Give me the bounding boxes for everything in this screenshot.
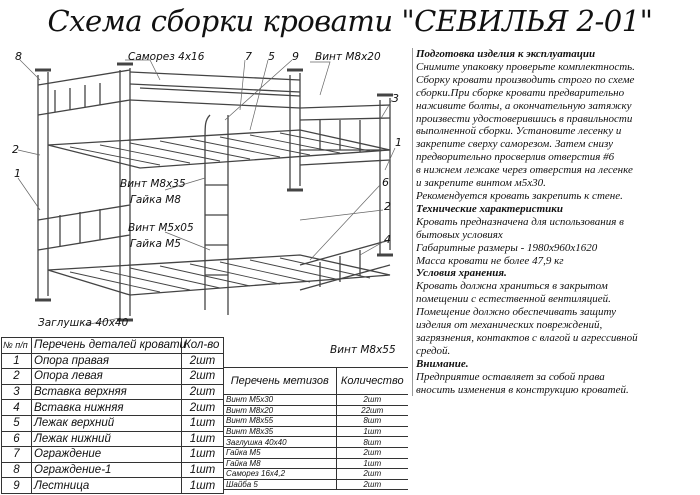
hardware-name: Винт M5x30 [224, 395, 336, 406]
hardware-name: Винт M8x55 [224, 416, 336, 427]
parts-row [2, 415, 224, 431]
col-number: № п/п [2, 338, 32, 354]
col-hardware-name: Перечень метизов [224, 368, 336, 395]
parts-row [2, 384, 224, 400]
parts-row [2, 353, 224, 369]
col-quantity: Кол-во [182, 338, 224, 354]
instructions-panel [412, 48, 700, 396]
prep-heading: Подготовка изделия к эксплуатации [416, 48, 596, 60]
hardware-quantity: 1шт [336, 426, 408, 437]
hardware-row [224, 469, 408, 480]
part-quantity: 1шт [182, 447, 224, 463]
part-number: 4 [2, 400, 32, 416]
part-name: Вставка верхняя [32, 384, 182, 400]
info-line: в нижнем лежаке через отверстия на лесенке [416, 164, 633, 177]
footboard-lower-left [38, 205, 130, 250]
part-quantity: 1шт [182, 462, 224, 478]
hardware-quantity: 1шт [336, 458, 408, 469]
callout-1-right: 1 [395, 136, 402, 149]
parts-row [2, 369, 224, 385]
hardware-row [224, 458, 408, 469]
parts-row [2, 400, 224, 416]
info-line: Рекомендуется кровать закрепить к стене. [416, 189, 623, 202]
info-line: и закрепите винтом м5х30. [416, 177, 546, 190]
part-quantity: 2шт [182, 400, 224, 416]
fence [130, 72, 300, 108]
headboard-top-left [38, 70, 130, 115]
part-number: 3 [2, 384, 32, 400]
hardware-quantity: 2шт [336, 469, 408, 480]
info-line: изделия от механических повреждений, [416, 319, 603, 332]
callout-3: 3 [392, 92, 399, 105]
info-line: Кровать должна храниться в закрытом [416, 280, 608, 293]
parts-table [1, 337, 224, 494]
hardware-name: Шайба 5 [224, 479, 336, 490]
parts-row [2, 431, 224, 447]
info-line: Предприятие оставляет за собой права [416, 370, 605, 383]
callout-vint-m5x05: Винт M5x05 [128, 222, 194, 234]
info-line: предворительно просверлив отверстия #6 [416, 151, 615, 164]
callout-6: 6 [382, 176, 389, 189]
callout-vint-m8x20: Винт M8x20 [315, 51, 381, 63]
hardware-quantity: 2шт [336, 479, 408, 490]
parts-row [2, 462, 224, 478]
info-line: Помещение должно обеспечивать защиту [416, 306, 617, 319]
hardware-name: Гайка M5 [224, 447, 336, 458]
info-line: помещении с естественной вентиляцией. [416, 293, 611, 306]
info-line: Масса кровати не более 47,9 кг [416, 254, 564, 267]
hardware-quantity: 8шт [336, 416, 408, 427]
col-part-name: Перечень деталей кровати [32, 338, 182, 354]
callout-zaglushka: Заглушка 40x40 [38, 317, 129, 329]
leader-lines [18, 60, 395, 340]
upper-slats [70, 133, 370, 165]
part-name: Вставка нижняя [32, 400, 182, 416]
info-line: средой. [416, 344, 451, 357]
callout-vint-m8x55: Винт M8x55 [330, 344, 396, 356]
part-number: 5 [2, 415, 32, 431]
part-name: Лестница [32, 478, 182, 494]
info-line: бытовых условиях [416, 228, 503, 241]
part-number: 1 [2, 353, 32, 369]
info-line: наживите болты, а окончательную затяжку [416, 99, 632, 112]
info-line: выполненной сборки. Установите лесенку и [416, 125, 622, 138]
hardware-row [224, 447, 408, 458]
hardware-name: Саморез 16x4,2 [224, 469, 336, 480]
part-quantity: 2шт [182, 369, 224, 385]
prep-text [413, 61, 700, 203]
info-line: вносить изменения в конструкцию кроватей. [416, 383, 629, 396]
hardware-quantity: 2шт [336, 395, 408, 406]
part-number: 9 [2, 478, 32, 494]
hardware-quantity: 2шт [336, 447, 408, 458]
callout-2-right: 2 [384, 200, 391, 213]
info-line: Снимите упаковку проверьте комплектность. [416, 60, 635, 73]
part-quantity: 1шт [182, 478, 224, 494]
callout-4: 4 [384, 233, 391, 246]
hardware-row [224, 416, 408, 427]
part-quantity: 2шт [182, 384, 224, 400]
part-quantity: 1шт [182, 415, 224, 431]
info-line: произвести удостоверившись в правильности [416, 112, 633, 125]
parts-row [2, 478, 224, 494]
info-line: Кровать предназначена для использования в [416, 215, 624, 228]
hardware-quantity: 8шт [336, 437, 408, 448]
hardware-name: Винт M8x35 [224, 426, 336, 437]
callout-7: 7 [245, 50, 252, 63]
attention-text [413, 371, 700, 397]
hardware-table [224, 367, 408, 490]
hardware-row [224, 405, 408, 416]
hardware-name: Винт M8x20 [224, 405, 336, 416]
part-quantity: 1шт [182, 431, 224, 447]
hardware-quantity: 22шт [336, 405, 408, 416]
info-line: закрепите сверху саморезом. Затем снизу [416, 138, 614, 151]
parts-row [2, 447, 224, 463]
page-title: Схема сборки кровати "СЕВИЛЬЯ 2-01" [47, 4, 653, 38]
hardware-name: Гайка M8 [224, 458, 336, 469]
hardware-row [224, 395, 408, 406]
callout-8: 8 [15, 50, 22, 63]
part-number: 7 [2, 447, 32, 463]
end-caps [35, 64, 393, 320]
callout-gaika-m8: Гайка M8 [130, 194, 181, 206]
part-number: 2 [2, 369, 32, 385]
info-line: сборки.При сборке кровати предварительно [416, 86, 625, 99]
part-name: Ограждение-1 [32, 462, 182, 478]
storage-heading: Условия хранения. [416, 267, 507, 280]
info-line: Сборку кровати производить строго по схеме [416, 73, 635, 86]
storage-text [413, 280, 700, 357]
part-name: Опора левая [32, 369, 182, 385]
part-name: Лежак нижний [32, 431, 182, 447]
callout-samorez: Саморез 4x16 [128, 51, 205, 63]
callout-2-left: 2 [12, 143, 19, 156]
part-name: Опора правая [32, 353, 182, 369]
callout-vint-m8x35: Винт M8x35 [120, 178, 186, 190]
info-line: загрязнения, контактов с влагой и агрессивной [416, 331, 638, 344]
part-name: Лежак верхний [32, 415, 182, 431]
part-name: Ограждение [32, 447, 182, 463]
attention-heading: Внимание. [416, 357, 469, 370]
callout-5: 5 [268, 50, 275, 63]
parts-header-row [2, 338, 224, 354]
part-number: 8 [2, 462, 32, 478]
hardware-header-row [224, 368, 408, 395]
tech-text [413, 216, 700, 268]
info-line: Габаритные размеры - 1980х960х1620 [416, 241, 598, 254]
callout-1-left: 1 [14, 167, 21, 180]
callout-gaika-m5: Гайка M5 [130, 238, 181, 250]
hardware-row [224, 426, 408, 437]
part-quantity: 2шт [182, 353, 224, 369]
tech-heading: Технические характеристики [416, 202, 563, 215]
hardware-row [224, 479, 408, 490]
hardware-row [224, 437, 408, 448]
hardware-name: Заглушка 40x40 [224, 437, 336, 448]
part-number: 6 [2, 431, 32, 447]
col-hardware-quantity: Количество [336, 368, 408, 395]
callout-9: 9 [292, 50, 299, 63]
